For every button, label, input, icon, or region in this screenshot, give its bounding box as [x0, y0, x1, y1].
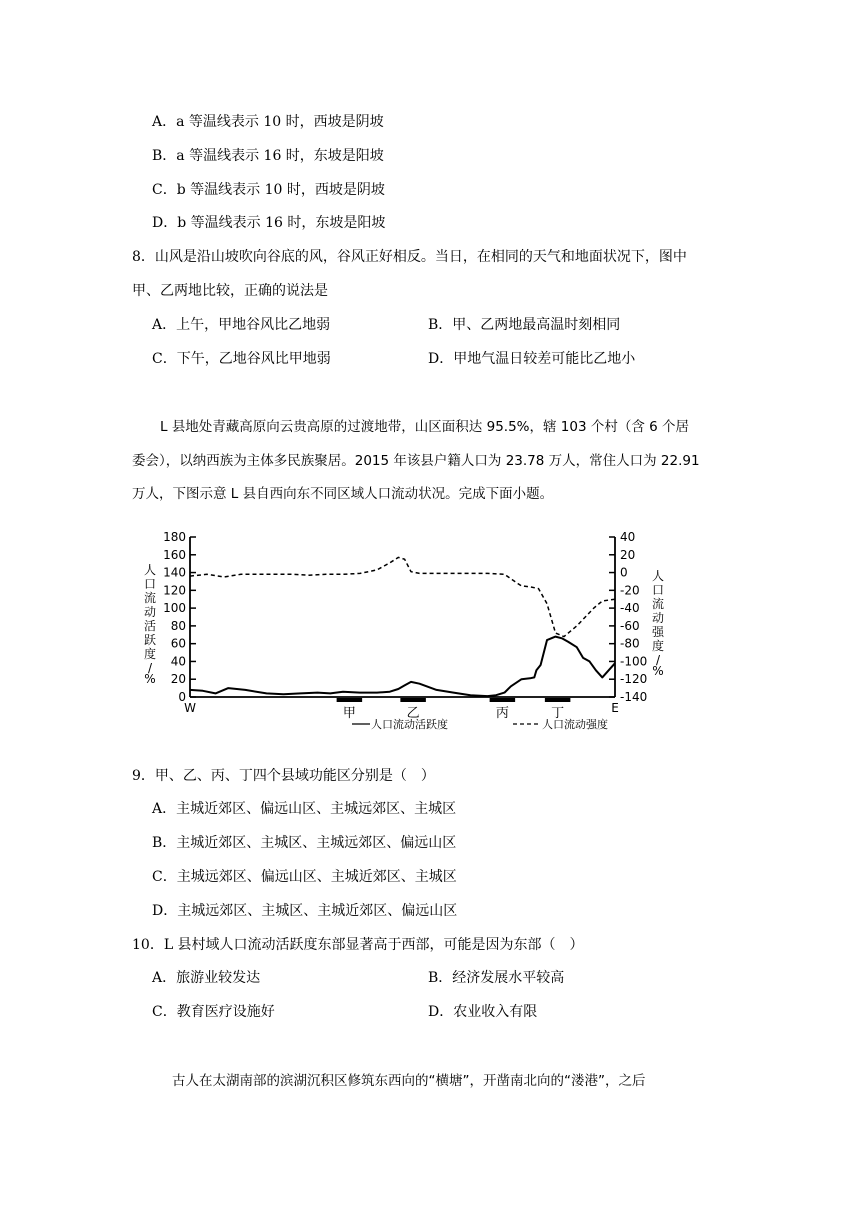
left-tick-label: 40 — [170, 654, 186, 669]
right-tick-label: -80 — [620, 636, 640, 651]
axis-label-char: 口 — [651, 583, 665, 597]
region-bar — [490, 698, 516, 702]
q9-option-c: C．主城远郊区、偏远山区、主城近郊区、主城区 — [152, 869, 457, 885]
q10-option-a: A．旅游业较发达 — [152, 970, 261, 986]
chart-axes — [190, 537, 615, 697]
q7-option-d: D．b 等温线表示 16 时，东坡是阳坡 — [152, 215, 386, 231]
q8-option-c: C．下午，乙地谷风比甲地弱 — [152, 351, 331, 367]
q10-option-b: B．经济发展水平较高 — [428, 970, 565, 986]
chart-legend — [352, 717, 608, 731]
x-axis-end-label: E — [611, 701, 619, 715]
right-tick-label: 40 — [620, 530, 636, 544]
q7-option-b: B．a 等温线表示 16 时，东坡是阳坡 — [152, 148, 384, 164]
q7-option-a: A．a 等温线表示 10 时，西坡是阴坡 — [152, 114, 384, 130]
axis-label-char: 人 — [143, 563, 157, 577]
left-tick-label: 100 — [163, 601, 186, 616]
left-tick-label: 60 — [170, 636, 186, 651]
series-lines — [190, 557, 615, 696]
q9-option-d: D．主城远郊区、主城区、主城近郊区、偏远山区 — [152, 903, 458, 919]
left-tick-label: 160 — [163, 547, 186, 562]
left-tick-label: 120 — [163, 583, 186, 598]
axis-label-char: 流 — [143, 591, 157, 605]
region-label: 丙 — [495, 706, 509, 721]
region-label: 甲 — [342, 706, 356, 721]
axis-label-char: 跃 — [143, 633, 157, 647]
region-bar — [545, 698, 571, 702]
q10-option-d: D．农业收入有限 — [428, 1004, 538, 1020]
axis-label-char: 动 — [651, 611, 665, 625]
axis-label-char: 强 — [651, 625, 665, 639]
legend-label-activity: 人口流动活跃度 — [371, 718, 448, 731]
right-tick-label: 20 — [620, 547, 636, 562]
right-tick-label: -100 — [620, 654, 648, 669]
q8-option-a: A．上午，甲地谷风比乙地弱 — [152, 317, 331, 333]
right-axis-label — [652, 569, 665, 678]
q10-stem: 10．L 县村域人口流动活跃度东部显著高于西部，可能是因为东部（ ） — [132, 937, 584, 953]
q9-stem: 9．甲、乙、丙、丁四个县域功能区分别是（ ） — [132, 768, 435, 784]
left-tick-label: 180 — [163, 530, 186, 544]
region-bar — [337, 698, 363, 702]
q9-option-a: A．主城近郊区、偏远山区、主城远郊区、主城区 — [152, 801, 457, 817]
axis-label-char: 度 — [143, 647, 157, 661]
q7-option-c: C．b 等温线表示 10 时，西坡是阴坡 — [152, 182, 385, 198]
region-bar — [400, 698, 426, 702]
q8-option-d: D．甲地气温日较差可能比乙地小 — [428, 351, 636, 367]
right-tick-label: -20 — [620, 583, 640, 598]
right-tick-label: -60 — [620, 618, 640, 633]
intensity-series-line — [190, 557, 615, 636]
right-tick-label: -120 — [620, 672, 648, 687]
axis-label-char: 人 — [651, 569, 665, 583]
passage-l-line3: 万人，下图示意 L 县自西向东不同区域人口流动状况。完成下面小题。 — [132, 486, 554, 502]
legend-label-intensity: 人口流动强度 — [542, 718, 608, 731]
right-tick-label: -140 — [620, 690, 648, 704]
axis-label-char: % — [652, 664, 664, 678]
left-axis-label — [144, 563, 156, 686]
left-tick-label: 140 — [163, 565, 186, 580]
activity-series-line — [190, 637, 615, 697]
axis-label-char: 流 — [651, 597, 665, 611]
passage-next-line1: 古人在太湖南部的滨湖沉积区修筑东西向的“横塘”，开凿南北向的“溇港”，之后 — [172, 1073, 646, 1089]
axis-label-char: 度 — [651, 639, 665, 653]
left-tick-label: 80 — [170, 618, 186, 633]
q8-option-b: B．甲、乙两地最高温时刻相同 — [428, 317, 621, 333]
left-tick-label: 0 — [178, 690, 186, 704]
axis-label-char: 动 — [143, 605, 157, 619]
region-label: 丁 — [551, 706, 565, 721]
q8-stem-line2: 甲、乙两地比较，正确的说法是 — [132, 283, 328, 299]
q9-option-b: B．主城近郊区、主城区、主城远郊区、偏远山区 — [152, 835, 457, 851]
axis-label-char: 口 — [143, 577, 157, 591]
left-axis-ticks — [163, 530, 196, 704]
axis-label-char: 活 — [143, 619, 157, 633]
right-tick-label: 0 — [620, 565, 628, 580]
passage-l-line1: L 县地处青藏高原向云贵高原的过渡地带，山区面积达 95.5%，辖 103 个村（含 6 个居 — [160, 419, 690, 435]
axis-label-char: / — [655, 653, 661, 667]
passage-l-line2: 委会），以纳西族为主体多民族聚居。2015 年该县户籍人口为 23.78 万人，常住人口为 22.91 — [132, 453, 700, 469]
right-tick-label: -40 — [620, 601, 640, 616]
region-label: 乙 — [406, 706, 420, 721]
population-flow-chart — [130, 522, 670, 742]
axis-label-char: % — [144, 672, 156, 686]
left-tick-label: 20 — [170, 672, 186, 687]
q10-option-c: C．教育医疗设施好 — [152, 1004, 275, 1020]
x-axis-start-label: W — [184, 701, 196, 715]
q8-stem-line1: 8．山风是沿山坡吹向谷底的风，谷风正好相反。当日，在相同的天气和地面状况下，图中 — [132, 249, 687, 265]
axis-label-char: / — [147, 661, 153, 675]
